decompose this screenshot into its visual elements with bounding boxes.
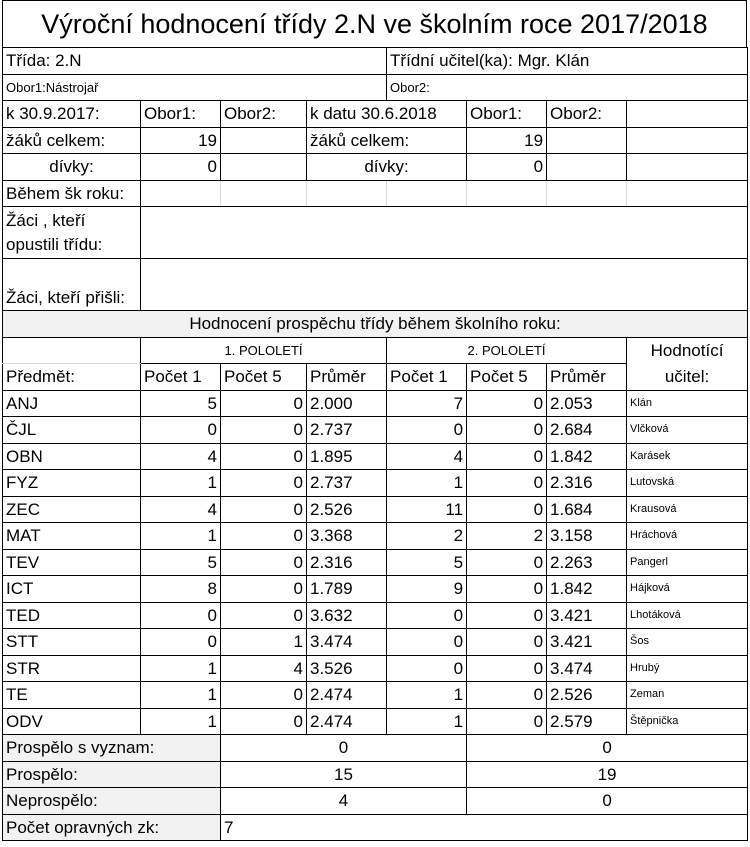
s1-count1-cell: 1 xyxy=(141,523,221,550)
subject-cell: MAT xyxy=(3,523,141,550)
teacher-cell: Hrubý xyxy=(627,655,748,682)
s1-count5-cell: 0 xyxy=(221,708,307,735)
arrived-students-value xyxy=(141,259,748,311)
s1-avg-cell: 3.632 xyxy=(307,602,387,629)
subject-cell: ANJ xyxy=(3,390,141,417)
teacher-cell: Klán xyxy=(627,390,748,417)
s2-count5-cell: 0 xyxy=(467,549,547,576)
empty-cell xyxy=(627,180,748,207)
report-title: Výroční hodnocení třídy 2.N ve školním roce 2017/2018 xyxy=(2,0,747,47)
start-obor1-label: Obor1: xyxy=(141,101,221,128)
empty-cell xyxy=(627,127,748,154)
s1-avg-cell: 2.737 xyxy=(307,470,387,497)
teacher-cell: Štěpnička xyxy=(627,708,748,735)
s1-count1-cell: 0 xyxy=(141,602,221,629)
table-row xyxy=(3,496,748,523)
s2-count5-cell: 0 xyxy=(467,708,547,735)
s2-count1-cell: 0 xyxy=(387,655,467,682)
subject-cell: ODV xyxy=(3,708,141,735)
table-row xyxy=(3,602,748,629)
teacher-cell: Hráchová xyxy=(627,523,748,550)
s1-count5-cell: 0 xyxy=(221,443,307,470)
table-row xyxy=(3,523,748,550)
s2-count5-cell: 0 xyxy=(467,496,547,523)
s1-count1-cell: 5 xyxy=(141,549,221,576)
passed-distinction-s1: 0 xyxy=(221,735,467,762)
end-obor2-label: Obor2: xyxy=(547,101,627,128)
teacher-cell: Krausová xyxy=(627,496,748,523)
report-table xyxy=(2,47,748,841)
s1-avg-cell: 1.789 xyxy=(307,576,387,603)
s2-count5-cell: 0 xyxy=(467,470,547,497)
s1-avg-cell: 1.895 xyxy=(307,443,387,470)
subject-cell: TEV xyxy=(3,549,141,576)
s1-count1-cell: 1 xyxy=(141,682,221,709)
s2-count1-cell: 5 xyxy=(387,549,467,576)
girls-start: 0 xyxy=(141,154,221,181)
summary-row-passed-distinction xyxy=(3,735,748,762)
s2-count1-cell: 4 xyxy=(387,443,467,470)
failed-s1: 4 xyxy=(221,788,467,815)
s1-count1-cell: 0 xyxy=(141,417,221,444)
s1-avg-cell: 2.526 xyxy=(307,496,387,523)
s1-avg-cell: 2.316 xyxy=(307,549,387,576)
s1-count1-cell: 4 xyxy=(141,496,221,523)
s2-count5-header: Počet 5 xyxy=(467,364,547,391)
teacher-cell: Karásek xyxy=(627,443,748,470)
s2-count5-cell: 0 xyxy=(467,390,547,417)
section-title: Hodnocení prospěchu třídy během školního roku: xyxy=(3,311,748,338)
s2-count1-cell: 1 xyxy=(387,470,467,497)
s2-avg-cell: 1.684 xyxy=(547,496,627,523)
s2-avg-cell: 3.474 xyxy=(547,655,627,682)
passed-s1: 15 xyxy=(221,761,467,788)
teacher-cell: Lutovská xyxy=(627,470,748,497)
subject-cell: ZEC xyxy=(3,496,141,523)
table-row xyxy=(3,549,748,576)
girls-label-start: dívky: xyxy=(3,154,141,181)
s2-count1-cell: 9 xyxy=(387,576,467,603)
s2-count5-cell: 2 xyxy=(467,523,547,550)
s1-count5-cell: 0 xyxy=(221,470,307,497)
s2-avg-cell: 2.526 xyxy=(547,682,627,709)
table-row xyxy=(3,417,748,444)
s1-avg-cell: 2.474 xyxy=(307,682,387,709)
s2-avg-cell: 1.842 xyxy=(547,443,627,470)
date-end-label: k datu 30.6.2018 xyxy=(307,101,467,128)
teacher-cell: Lhotáková xyxy=(627,602,748,629)
obor2-cell: Obor2: xyxy=(387,74,748,101)
s2-avg-cell: 3.421 xyxy=(547,602,627,629)
table-row xyxy=(3,682,748,709)
table-row xyxy=(3,655,748,682)
s1-count1-header: Počet 1 xyxy=(141,364,221,391)
s1-avg-cell: 3.526 xyxy=(307,655,387,682)
s1-count1-cell: 1 xyxy=(141,708,221,735)
empty-cell xyxy=(547,127,627,154)
left-students-row xyxy=(3,207,748,259)
s1-count1-cell: 5 xyxy=(141,390,221,417)
s2-count5-cell: 0 xyxy=(467,629,547,656)
s1-count5-header: Počet 5 xyxy=(221,364,307,391)
failed-label: Neprospělo: xyxy=(3,788,221,815)
s1-count1-cell: 1 xyxy=(141,470,221,497)
s2-count1-cell: 1 xyxy=(387,708,467,735)
teacher-cell: Šos xyxy=(627,629,748,656)
s1-count5-cell: 0 xyxy=(221,576,307,603)
empty-cell xyxy=(627,154,748,181)
section-title-row xyxy=(3,311,748,338)
arrived-students-row xyxy=(3,259,748,311)
empty-cell xyxy=(307,180,387,207)
s1-count1-cell: 4 xyxy=(141,443,221,470)
table-row xyxy=(3,443,748,470)
s1-count1-cell: 0 xyxy=(141,629,221,656)
s2-count1-cell: 1 xyxy=(387,682,467,709)
class-cell: Třída: 2.N xyxy=(3,48,387,75)
subject-cell: FYZ xyxy=(3,470,141,497)
empty-cell xyxy=(221,154,307,181)
s1-avg-header: Průměr xyxy=(307,364,387,391)
class-info-row xyxy=(3,48,748,75)
s1-count1-cell: 1 xyxy=(141,655,221,682)
s2-avg-cell: 2.263 xyxy=(547,549,627,576)
passed-distinction-s2: 0 xyxy=(467,735,748,762)
semester1-header: 1. POLOLETÍ xyxy=(141,337,387,364)
semester2-header: 2. POLOLETÍ xyxy=(387,337,627,364)
subject-cell: TE xyxy=(3,682,141,709)
s1-avg-cell: 2.000 xyxy=(307,390,387,417)
empty-cell xyxy=(3,337,141,364)
s2-count5-cell: 0 xyxy=(467,443,547,470)
s2-avg-cell: 2.579 xyxy=(547,708,627,735)
s2-avg-header: Průměr xyxy=(547,364,627,391)
s1-avg-cell: 2.474 xyxy=(307,708,387,735)
table-row xyxy=(3,576,748,603)
summary-row-failed xyxy=(3,788,748,815)
start-obor2-label: Obor2: xyxy=(221,101,307,128)
s1-count5-cell: 0 xyxy=(221,496,307,523)
during-year-label: Během šk roku: xyxy=(3,180,141,207)
summary-row-retakes xyxy=(3,814,748,841)
empty-cell xyxy=(387,180,467,207)
s2-count5-cell: 0 xyxy=(467,655,547,682)
empty-cell xyxy=(547,154,627,181)
s1-count5-cell: 0 xyxy=(221,523,307,550)
s2-avg-cell: 2.053 xyxy=(547,390,627,417)
table-row xyxy=(3,708,748,735)
left-students-value xyxy=(141,207,748,259)
passed-s2: 19 xyxy=(467,761,748,788)
s2-count1-cell: 0 xyxy=(387,602,467,629)
s1-count5-cell: 0 xyxy=(221,417,307,444)
subject-cell: ČJL xyxy=(3,417,141,444)
s2-avg-cell: 1.842 xyxy=(547,576,627,603)
table-row xyxy=(3,470,748,497)
s1-count5-cell: 0 xyxy=(221,390,307,417)
s1-count1-cell: 8 xyxy=(141,576,221,603)
subject-cell: ICT xyxy=(3,576,141,603)
obor-row xyxy=(3,74,748,101)
subject-cell: STR xyxy=(3,655,141,682)
teacher-cell: Hájková xyxy=(627,576,748,603)
date-start-label: k 30.9.2017: xyxy=(3,101,141,128)
s2-count1-cell: 0 xyxy=(387,629,467,656)
girls-end: 0 xyxy=(467,154,547,181)
s1-avg-cell: 3.474 xyxy=(307,629,387,656)
retakes-label: Počet opravných zk: xyxy=(3,814,221,841)
subject-cell: TED xyxy=(3,602,141,629)
s2-count1-header: Počet 1 xyxy=(387,364,467,391)
s2-count5-cell: 0 xyxy=(467,417,547,444)
s1-avg-cell: 2.737 xyxy=(307,417,387,444)
s2-count5-cell: 0 xyxy=(467,682,547,709)
s2-count5-cell: 0 xyxy=(467,576,547,603)
date-row xyxy=(3,101,748,128)
s2-avg-cell: 2.316 xyxy=(547,470,627,497)
s1-count5-cell: 4 xyxy=(221,655,307,682)
s2-avg-cell: 2.684 xyxy=(547,417,627,444)
empty-cell xyxy=(467,180,547,207)
s1-count5-cell: 0 xyxy=(221,682,307,709)
s1-count5-cell: 1 xyxy=(221,629,307,656)
s2-count1-cell: 11 xyxy=(387,496,467,523)
passed-label: Prospělo: xyxy=(3,761,221,788)
teacher-cell: Vlčková xyxy=(627,417,748,444)
students-total-start: 19 xyxy=(141,127,221,154)
obor1-cell: Obor1:Nástrojař xyxy=(3,74,387,101)
s2-avg-cell: 3.158 xyxy=(547,523,627,550)
s1-count5-cell: 0 xyxy=(221,602,307,629)
end-obor1-label: Obor1: xyxy=(467,101,547,128)
arrived-students-label: Žáci, kteří přišli: xyxy=(3,259,141,311)
subject-cell: STT xyxy=(3,629,141,656)
grade-rows xyxy=(3,390,748,735)
students-total-end: 19 xyxy=(467,127,547,154)
table-row xyxy=(3,629,748,656)
header-row-1 xyxy=(3,337,748,364)
passed-distinction-label: Prospělo s vyznam: xyxy=(3,735,221,762)
failed-s2: 0 xyxy=(467,788,748,815)
teacher-header: Hodnotící učitel: xyxy=(627,337,748,390)
students-total-label-start: žáků celkem: xyxy=(3,127,141,154)
s2-count1-cell: 2 xyxy=(387,523,467,550)
girls-row xyxy=(3,154,748,181)
empty-cell xyxy=(221,127,307,154)
s2-count1-cell: 0 xyxy=(387,417,467,444)
empty-cell xyxy=(627,101,748,128)
empty-cell xyxy=(547,180,627,207)
girls-label-end: dívky: xyxy=(307,154,467,181)
students-total-label-end: žáků celkem: xyxy=(307,127,467,154)
s2-count5-cell: 0 xyxy=(467,602,547,629)
empty-cell xyxy=(141,180,221,207)
teacher-cell: Pangerl xyxy=(627,549,748,576)
subject-header: Předmět: xyxy=(3,364,141,391)
s2-avg-cell: 3.421 xyxy=(547,629,627,656)
students-total-row xyxy=(3,127,748,154)
summary-row-passed xyxy=(3,761,748,788)
left-students-label: Žáci , kteří opustili třídu: xyxy=(3,207,141,259)
empty-cell xyxy=(221,180,307,207)
s1-avg-cell: 3.368 xyxy=(307,523,387,550)
during-year-row xyxy=(3,180,748,207)
subject-cell: OBN xyxy=(3,443,141,470)
teacher-cell: Zeman xyxy=(627,682,748,709)
s1-count5-cell: 0 xyxy=(221,549,307,576)
class-teacher-cell: Třídní učitel(ka): Mgr. Klán xyxy=(387,48,748,75)
s2-count1-cell: 7 xyxy=(387,390,467,417)
retakes-value: 7 xyxy=(221,814,748,841)
table-row xyxy=(3,390,748,417)
